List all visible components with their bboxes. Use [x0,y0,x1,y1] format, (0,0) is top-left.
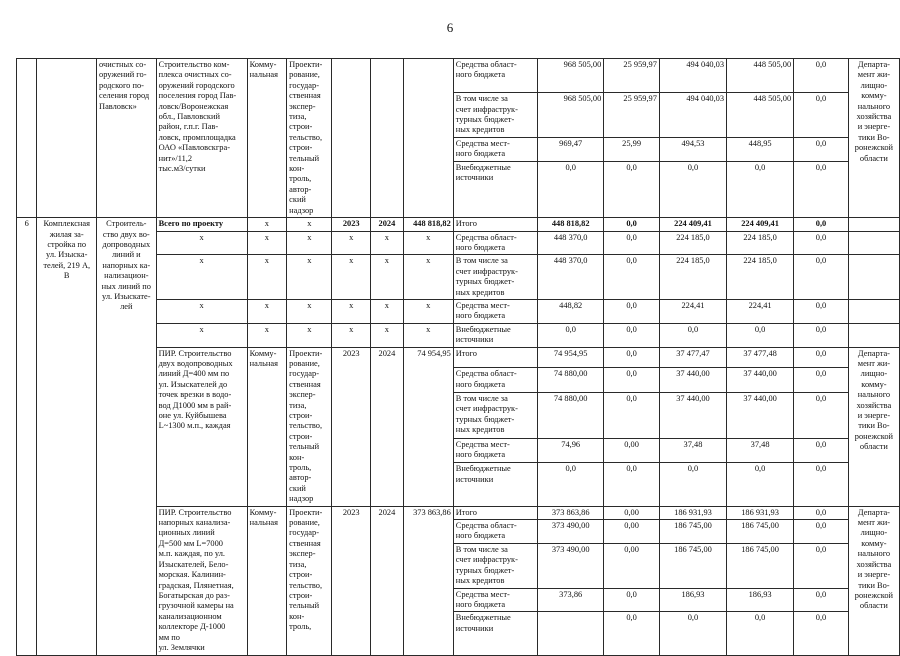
table-cell: х [287,299,332,323]
table-cell: 224,41 [659,299,726,323]
table-cell: 186 931,93 [659,506,726,519]
table-cell: 0,0 [659,463,726,506]
table-cell: 224 185,0 [659,255,726,300]
table-cell: 0,0 [604,392,660,438]
table-cell: 37 440,00 [659,368,726,393]
table-cell: 448 370,0 [538,231,604,255]
table-cell: 0,00 [604,520,660,544]
table-cell: 2023 [332,347,371,506]
table-cell: х [156,323,247,347]
table-cell: 0,0 [727,612,794,656]
table-cell: Внебюджетные источники [453,463,537,506]
table-cell: 0,0 [794,612,849,656]
table-cell: Внебюджетные источники [453,323,537,347]
table-cell: 373,86 [538,588,604,612]
table-cell: 494 040,03 [659,93,726,138]
table-cell: В том числе за счет инфраструк- турных бюджет- ных кредитов [453,93,537,138]
table-cell: 448 505,00 [727,59,794,93]
table-cell: х [287,323,332,347]
table-cell [403,59,453,218]
table-cell: Департа- мент жи- лищно- комму- нального хозяйства и энерге- тики Во- ронежской области [848,59,899,218]
table-cell [848,299,899,323]
table-cell: 0,0 [794,93,849,138]
table-cell: х [370,231,403,255]
table-cell: Комплексная жилая за- стройка по ул. Изыска- телей, 219 А, В [37,218,97,656]
table-cell: 0,0 [794,137,849,161]
table-cell: 0,00 [604,543,660,588]
table-cell: 0,0 [604,368,660,393]
table-cell: Средства мест- ного бюджета [453,299,537,323]
table-cell: х [403,255,453,300]
table-cell: 37 477,47 [659,347,726,368]
table-cell: 448 818,82 [538,218,604,231]
table-cell: 373 863,86 [538,506,604,519]
table-cell: х [287,218,332,231]
table-cell: 0,0 [794,438,849,463]
table-cell: В том числе за счет инфраструк- турных бюджет- ных кредитов [453,392,537,438]
table-cell: 0,0 [794,392,849,438]
table-cell: 186 745,00 [727,543,794,588]
table-cell: 25,99 [604,137,660,161]
table-cell: 0,0 [794,588,849,612]
table-cell: 2024 [370,506,403,656]
table-cell [538,612,604,656]
table-cell: Проекти- рование, государ- ственная экспер- тиза, строи- тельство, строи- тельный кон- троль, [287,506,332,656]
table-cell: 0,0 [794,299,849,323]
table-cell: 186 931,93 [727,506,794,519]
table-cell: Комму- нальная [247,347,287,506]
table-cell: 186 745,00 [727,520,794,544]
table-cell: Средства област- ного бюджета [453,368,537,393]
table-cell: 2024 [370,347,403,506]
table-cell: х [247,323,287,347]
table-cell [17,59,37,218]
page-number: 6 [446,20,454,35]
table-cell: 0,0 [727,161,794,217]
table-cell: 2023 [332,506,371,656]
table-cell: 37,48 [659,438,726,463]
table-cell: х [287,231,332,255]
table-cell: 0,0 [604,588,660,612]
table-cell: Средства мест- ного бюджета [453,588,537,612]
table-cell [848,255,899,300]
table-cell: 0,0 [794,255,849,300]
table-cell: Комму- нальная [247,59,287,218]
table-cell [332,59,371,218]
table-cell: 0,0 [727,463,794,506]
table-cell: х [403,299,453,323]
table-cell: 0,00 [604,438,660,463]
table-cell: 0,0 [794,506,849,519]
table-cell: 0,0 [794,347,849,368]
table-cell: Итого [453,218,537,231]
table-cell: Средства област- ного бюджета [453,59,537,93]
table-cell: Средства мест- ного бюджета [453,137,537,161]
table-cell: 448,82 [538,299,604,323]
table-cell: х [156,255,247,300]
table-cell: х [247,218,287,231]
table-cell: 224 185,0 [727,255,794,300]
table-cell: 0,0 [604,299,660,323]
table-cell: 0,0 [794,463,849,506]
table-cell: 0,0 [794,161,849,217]
table-cell [848,218,899,231]
table-cell: 37 440,00 [727,368,794,393]
table-cell: х [403,323,453,347]
table-cell: 0,0 [604,612,660,656]
table-cell: 25 959,97 [604,59,660,93]
table-cell [848,231,899,255]
table-cell: 2023 [332,218,371,231]
table-cell: 74,96 [538,438,604,463]
table-row [17,59,900,93]
table-cell: 74 954,95 [403,347,453,506]
table-cell: 0,0 [794,543,849,588]
table-cell: х [370,299,403,323]
table-cell: 0,0 [794,323,849,347]
table-cell: х [332,299,371,323]
table-cell: х [403,231,453,255]
table-cell: 0,0 [604,323,660,347]
table-cell: 0,0 [604,255,660,300]
table-cell: 6 [17,218,37,656]
table-cell: х [332,231,371,255]
table-cell: 0,0 [659,161,726,217]
table-cell: Внебюджетные источники [453,612,537,656]
table-cell: 0,0 [794,368,849,393]
table-cell: 0,0 [727,323,794,347]
table-cell: 186,93 [727,588,794,612]
table-cell: 37 440,00 [659,392,726,438]
table-cell: Внебюджетные источники [453,161,537,217]
table-cell: 0,0 [794,520,849,544]
table-cell: 494,53 [659,137,726,161]
table-cell: 494 040,03 [659,59,726,93]
table-cell: ПИР. Строительство двух водопроводных линий Д=400 мм по ул. Изыскателей до точек врезки в водо- вод Д1000 мм в рай- оне ул. Куйбышева L~1300 м.п., каждая [156,347,247,506]
table-cell: Проекти- рование, государ- ственная экспер- тиза, строи- тельство, строи- тельный кон- троль, автор- ский надзор [287,59,332,218]
table-cell: 0,0 [538,323,604,347]
table-cell [848,323,899,347]
table-cell: 968 505,00 [538,93,604,138]
table-cell: 373 490,00 [538,520,604,544]
table-cell: очистных со- оружений го- родского по- селения город Павловск» [97,59,157,218]
table-cell: 186 745,00 [659,520,726,544]
table-cell: 0,0 [604,161,660,217]
table-cell: 37 440,00 [727,392,794,438]
table-cell: 373 490,00 [538,543,604,588]
table-cell: Итого [453,347,537,368]
table-cell: В том числе за счет инфраструк- турных бюджет- ных кредитов [453,543,537,588]
table-cell: 2024 [370,218,403,231]
table-cell: 0,0 [604,463,660,506]
table-cell: В том числе за счет инфраструк- турных бюджет- ных кредитов [453,255,537,300]
table-cell: х [247,255,287,300]
table-cell: 0,0 [794,231,849,255]
table-cell: 0,0 [794,59,849,93]
table-cell: 37,48 [727,438,794,463]
table-cell [37,59,97,218]
table-cell: 37 477,48 [727,347,794,368]
table-cell: х [370,323,403,347]
table-cell: Комму- нальная [247,506,287,656]
table-cell: 224 185,0 [727,231,794,255]
table-cell [370,59,403,218]
table-cell: 448 505,00 [727,93,794,138]
table-cell: х [332,323,371,347]
table-body [17,59,900,656]
table-cell: Средства област- ного бюджета [453,520,537,544]
table-cell: Средства мест- ного бюджета [453,438,537,463]
table-cell: 0,0 [659,323,726,347]
table-cell: х [247,231,287,255]
table-cell: 0,0 [538,463,604,506]
table-cell: 448 818,82 [403,218,453,231]
table-cell: х [156,231,247,255]
table-cell: Строительство ком- плекса очистных со- оружений городского поселения город Пав- ловск/Воронежская обл., Павловский район, г.п.г. Пав- ловск, промплощадка ОАО «Павловскгра- нит»/11,2 тыс.м3/сутки [156,59,247,218]
table-cell: 25 959,97 [604,93,660,138]
table-cell: 448 370,0 [538,255,604,300]
table-cell: 186 745,00 [659,543,726,588]
table-cell: 0,0 [538,161,604,217]
table-cell: 224 409,41 [727,218,794,231]
table-cell: 224,41 [727,299,794,323]
table-cell: 968 505,00 [538,59,604,93]
table-cell: Средства област- ного бюджета [453,231,537,255]
table-cell: х [247,299,287,323]
table-cell: 448,95 [727,137,794,161]
table-cell: Департа- мент жи- лищно- комму- нального хозяйства и энерге- тики Во- ронежской области [848,506,899,656]
table-cell: 0,00 [604,506,660,519]
table-cell: Итого [453,506,537,519]
table-cell: 224 409,41 [659,218,726,231]
table-cell: х [156,299,247,323]
table-cell: Департа- мент жи- лищно- комму- нального хозяйства и энерге- тики Во- ронежской области [848,347,899,506]
table-cell: 0,0 [604,347,660,368]
table-cell: 224 185,0 [659,231,726,255]
table-cell: 373 863,86 [403,506,453,656]
table-cell: 0,0 [794,218,849,231]
table-cell: 969,47 [538,137,604,161]
table-cell: 0,0 [604,231,660,255]
table-cell: 74 880,00 [538,392,604,438]
budget-table [16,58,900,656]
table-cell: 74 954,95 [538,347,604,368]
table-cell: х [332,255,371,300]
table-cell: 74 880,00 [538,368,604,393]
table-cell: Всего по проекту [156,218,247,231]
table-cell: 0,0 [659,612,726,656]
table-cell: Проекти- рование, государ- ственная экспер- тиза, строи- тельство, строи- тельный кон- троль, автор- ский надзор [287,347,332,506]
table-cell: Строитель- ство двух во- допроводных линий и напорных ка- нализацион- ных линий по ул. Изыскате- лей [97,218,157,656]
table-cell: 186,93 [659,588,726,612]
table-cell: 0,0 [604,218,660,231]
table-cell: х [287,255,332,300]
table-cell: х [370,255,403,300]
table-cell: ПИР. Строительство напорных канализа- ционных линий Д=500 мм L=7000 м.п. каждая, по ул. Изыскателей, Бело- морская. Калинин- градская, Плянетная, Богатырская до раз- грузочной камеры на канализационном коллекторе Д-1000 мм по ул. Землячки [156,506,247,656]
table-row [17,218,900,231]
